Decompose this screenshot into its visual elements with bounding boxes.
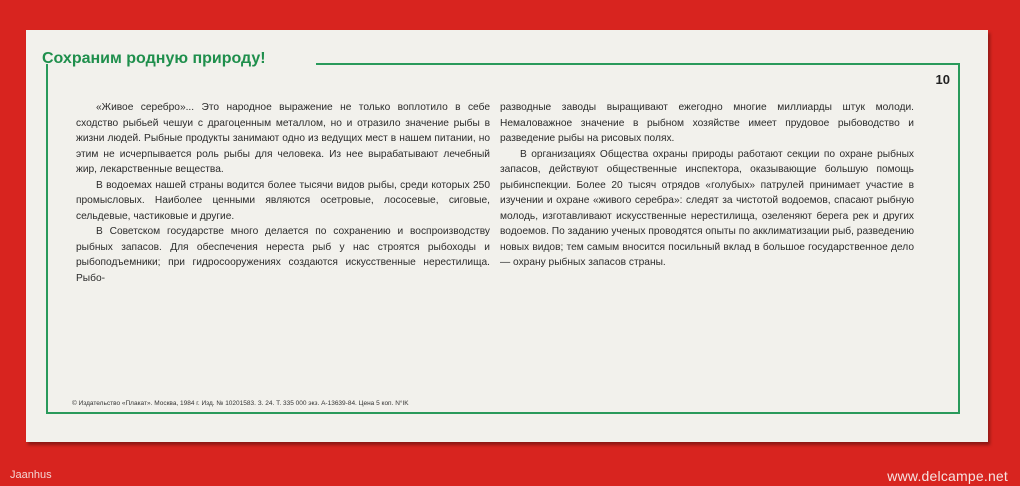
- card-title: Сохраним родную природу!: [42, 50, 266, 67]
- paragraph: В водоемах нашей страны водится более тысячи видов рыбы, среди которых 250 промысловых. Наиболее ценными являются осетровые, лососевые, сиговые, сельдевые, частиковые и другие.: [76, 179, 490, 222]
- postcard: [26, 30, 988, 442]
- paragraph: В организациях Общества охраны природы работают секции по охране рыбных запасов, действуют общественные инспектора, оказывающие большую помощь рыбинспекции. Более 20 тысяч отрядов «голубых» патрулей принимает участие в изучении и охране «живого серебра»: следят за чистотой водоемов, спасают рыбную молодь, изготавливают искусственные нерестилища, озеленяют берега рек и других водоемов. По заданию ученых проводятся опыты по акклиматизации рыб, разведению новых видов; тем самым вносится посильный вклад в большое государственное дело — охрану рыбных запасов страны.: [500, 148, 914, 268]
- site-url: www.delcampe.net: [887, 468, 1008, 484]
- paragraph: «Живое серебро»... Это народное выражение не только воплотило в себе сходство рыбьей чешуи с драгоценным металлом, но и отразило значение рыбы в жизни людей. Рыбные продукты занимают одно из ведущих мест в нашем питании, но этим не исчерпывается роль рыбы для человека. Из нее вырабатывают лечебный жир, лекарственные вещества.: [76, 102, 490, 175]
- left-column: [76, 100, 490, 286]
- paragraph: В Советском государстве много делается по сохранению и воспроизводству рыбных запасов. Для обеспечения нереста рыб у нас строятся рыбоходы и рыбоподъемники; при гидросооружениях создаются искусственные нерестилища. Рыбо-: [76, 226, 490, 284]
- paragraph: разводные заводы выращивают ежегодно многие миллиарды штук молоди. Немаловажное значение в рыбном хозяйстве имеет прудовое рыбоводство и разведение рыбы на рисовых полях.: [500, 102, 914, 144]
- publisher-footer: © Издательство «Плакат». Москва, 1984 г. Изд. № 10201583. З. 24. Т. 335 000 экз. А-13639-84. Цена 5 коп. N°IK: [72, 400, 409, 407]
- page-number: 10: [935, 72, 950, 87]
- right-column: [500, 100, 914, 271]
- seller-watermark: Jaanhus: [10, 469, 52, 481]
